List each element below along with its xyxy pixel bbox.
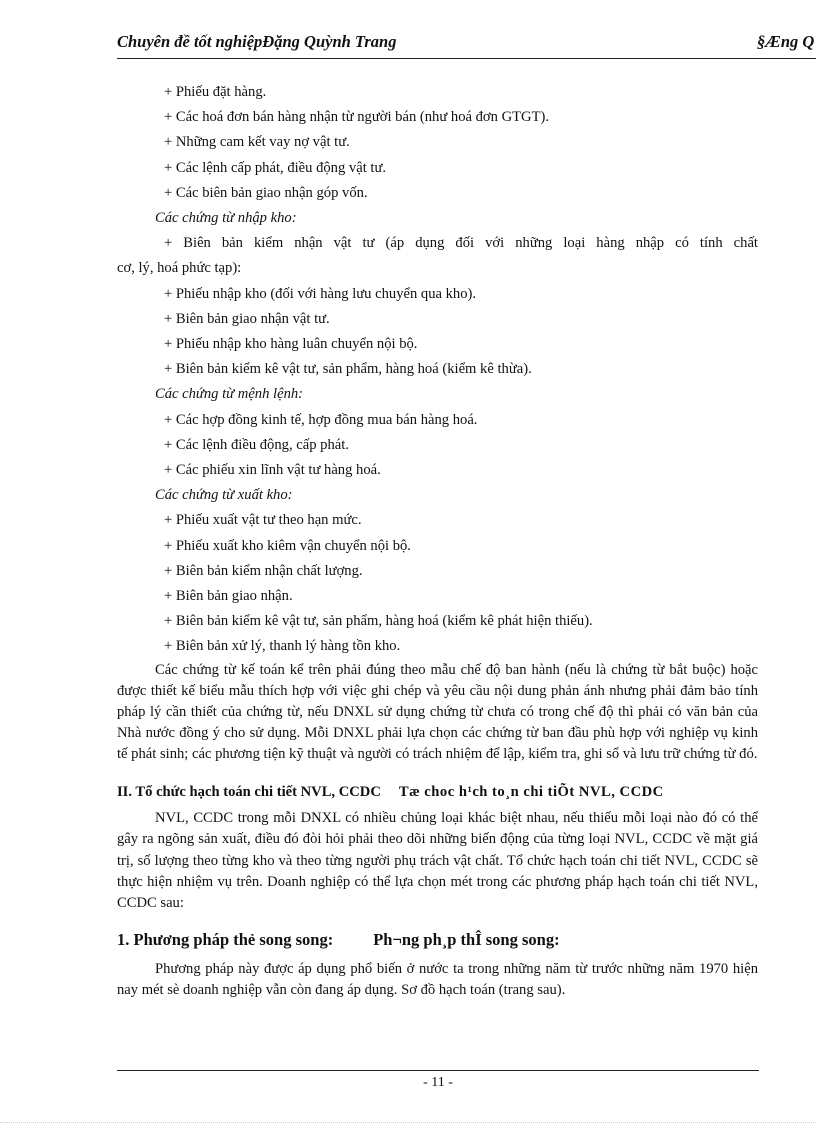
list-item: + Phiếu nhập kho (đối với hàng lưu chuyển qua kho). [164, 285, 477, 302]
page-body [117, 80, 758, 1002]
list-item: + Biên bản giao nhận vật tư. [164, 310, 330, 327]
list-item: + Phiếu đặt hàng. [164, 84, 267, 100]
list-item: + Các phiếu xin lĩnh vật tư hàng hoá. [164, 462, 381, 479]
footer-divider [117, 1070, 759, 1071]
list-item: + Các lệnh cấp phát, điều động vật tư. [164, 159, 387, 176]
subheading-menh-lenh: Các chứng từ mệnh lệnh: [155, 386, 304, 403]
list-item: + Biên bản xử lý, thanh lý hàng tồn kho. [164, 638, 401, 655]
list-item: + Phiếu nhập kho hàng luân chuyển nội bộ. [164, 336, 418, 353]
page-number: - 11 - [423, 1075, 453, 1090]
list-item-line1: + Biên bản kiểm nhận vật tư (áp dụng đối với những loại hàng nhập có tính chất [164, 235, 758, 252]
list-item: + Những cam kết vay nợ vật tư. [164, 134, 350, 151]
section-heading-2-alt: Tæ choc h¹ch to¸n chi tiÕt NVL, CCDC [398, 783, 664, 800]
paragraph-chung-tu: Các chứng từ kế toán kể trên phải đúng theo mẫu chế độ ban hành (nếu là chứng từ bắt buộc) hoặc được thiết kế biểu mẫu thích hợp với việc ghi chép và yêu cầu nội dung phản ánh nhưng phải đảm bảo tính pháp lý cần thiết của chứng từ, nếu DNXL sử dụng chứng từ chưa có trong chế độ thì phải có văn bản của Nhà nước đồng ý cho sử dụng. Mỗi DNXL phải lựa chọn các chứng từ ban đầu phù hợp với nghiệp vụ kinh tế phát sinh; các phương tiện kỹ thuật và người có trách nhiệm để lập, kiểm tra, ghi sổ và lưu trữ chứng từ đó. [117, 661, 758, 763]
subheading-xuat-kho: Các chứng từ xuất kho: [155, 487, 293, 504]
list-c [117, 408, 758, 484]
list-item: + Biên bản giao nhận. [164, 588, 293, 605]
header-title: Chuyên đề tốt nghiệpĐặng Quỳnh Trang [117, 32, 397, 51]
list-d [117, 508, 758, 659]
list-item: + Phiếu xuất vật tư theo hạn mức. [164, 512, 362, 529]
hanging-item [117, 231, 758, 281]
list-item: + Các hoá đơn bán hàng nhận từ người bán (như hoá đơn GTGT). [164, 109, 550, 126]
list-item: + Biên bản kiểm nhận chất lượng. [164, 562, 363, 579]
list-item: + Biên bản kiểm kê vật tư, sản phẩm, hàng hoá (kiểm kê phát hiện thiếu). [164, 613, 593, 630]
section-heading-3-text: 1. Phương pháp thẻ song song: [117, 929, 334, 949]
list-item: + Phiếu xuất kho kiêm vận chuyển nội bộ. [164, 537, 411, 554]
list-item: + Các lệnh điều động, cấp phát. [164, 436, 349, 453]
paragraph-the-song-song: Phương pháp này được áp dụng phổ biến ở nước ta trong những năm từ trước những năm 1970 hiện nay mét sè doanh nghiệp vẫn còn đang áp dụng. Sơ đồ hạch toán (trang sau). [117, 960, 758, 999]
list-item-line2: cơ, lý, hoá phức tạp): [117, 260, 242, 277]
list-b [117, 282, 758, 383]
section-heading-3-alt: Ph¬ng ph¸p thÎ song song: [373, 929, 560, 949]
section-heading-2-text: II. Tổ chức hạch toán chi tiết NVL, CCDC [117, 783, 381, 800]
header-right-text: §Æng Q [757, 32, 815, 51]
list-a [117, 80, 758, 206]
subheading-nhap-kho: Các chứng từ nhập kho: [155, 210, 297, 227]
section-heading-2 [117, 780, 758, 805]
running-header [117, 32, 816, 59]
section-heading-3 [117, 925, 758, 955]
list-item: + Các hợp đồng kinh tế, hợp đồng mua bán hàng hoá. [164, 411, 478, 428]
list-item: + Các biên bản giao nhận góp vốn. [164, 184, 368, 201]
list-item: + Biên bản kiểm kê vật tư, sản phẩm, hàng hoá (kiểm kê thừa). [164, 361, 532, 378]
paragraph-nvl-ccdc: NVL, CCDC trong mỗi DNXL có nhiều chủng loại khác biệt nhau, nếu thiếu mỗi loại nào đó có thể gây ra ngõng sản xuất, điều đó đòi hỏi phải theo dõi những biến động của từng loại NVL, CCDC về mặt giá trị, số lượng theo từng kho và theo từng người phụ trách vật chất. Tổ chức hạch toán chi tiết NVL, CCDC sẽ thực hiện nhiệm vụ trên. Doanh nghiệp có thể lựa chọn mét trong các phương pháp hạch toán chi tiết NVL, CCDC sau: [117, 809, 758, 912]
